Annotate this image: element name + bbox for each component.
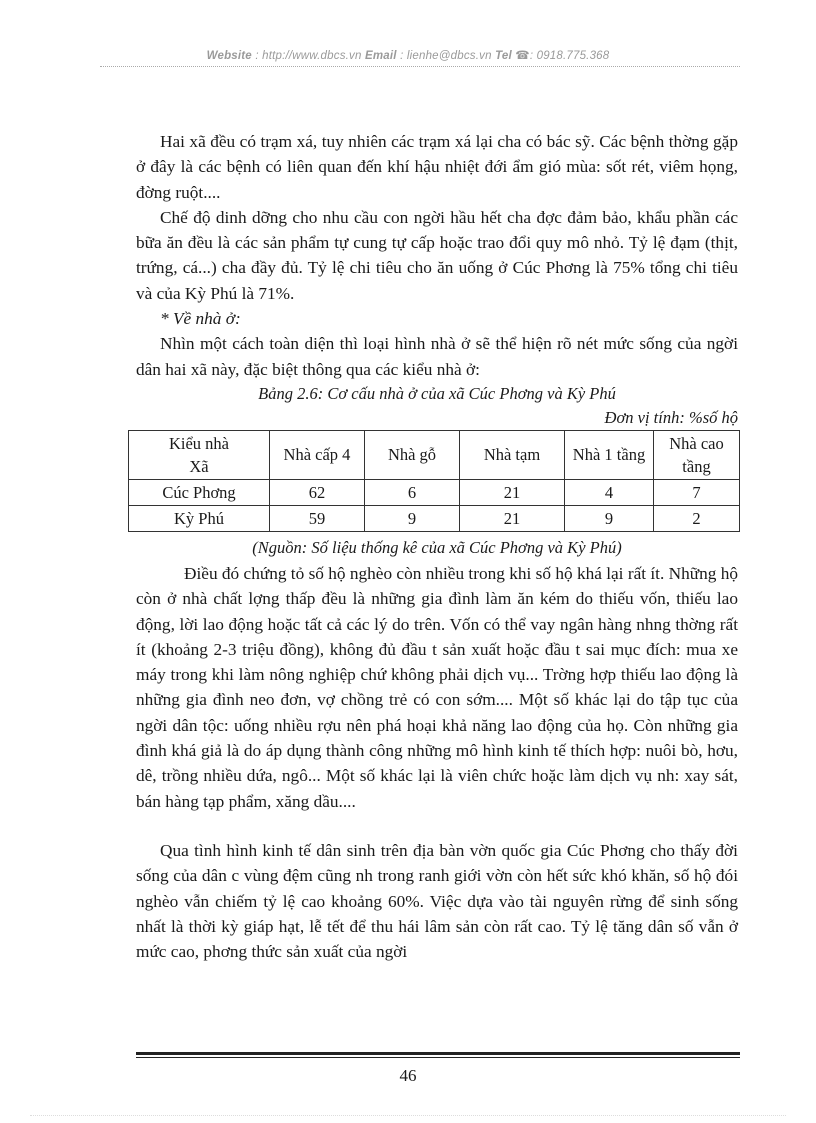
corner-bottom-label: Xã: [189, 456, 209, 476]
page-header: [0, 48, 816, 62]
email-value: : lienhe@dbcs.vn: [400, 50, 492, 62]
table-row: [129, 479, 740, 505]
email-label: Email: [365, 50, 397, 62]
tel-value: ☎: 0918.775.368: [515, 50, 610, 62]
page-number: 46: [399, 1066, 417, 1085]
housing-table: [128, 430, 740, 532]
table-cell: 62: [270, 479, 365, 505]
table-source: (Nguồn: Số liệu thống kê của xã Cúc Phơng và Kỳ Phú): [252, 537, 622, 557]
column-header: Nhà cấp 4: [270, 430, 365, 479]
column-header: Nhà cao tầng: [654, 430, 740, 479]
table-corner-cell: [129, 430, 270, 479]
table-cell: 4: [565, 479, 654, 505]
table-cell: 6: [365, 479, 460, 505]
column-header: Nhà gỗ: [365, 430, 460, 479]
table-cell: 21: [460, 505, 565, 531]
corner-top-label: Kiểu nhà: [168, 433, 230, 453]
table-cell: 2: [654, 505, 740, 531]
header-divider: [100, 66, 740, 67]
table-cell: 21: [460, 479, 565, 505]
bottom-border: [30, 1115, 786, 1116]
website-value: : http://www.dbcs.vn: [255, 50, 362, 62]
website-label: Website: [206, 50, 252, 62]
table-cell: 9: [365, 505, 460, 531]
row-label: Kỳ Phú: [129, 505, 270, 531]
page-body: [136, 129, 738, 964]
footer-divider-thick: [136, 1052, 740, 1055]
tel-label: Tel: [495, 50, 512, 62]
table-cell: 9: [565, 505, 654, 531]
table-row: [129, 505, 740, 531]
row-label: Cúc Phơng: [129, 479, 270, 505]
paragraph-nutrition: Chế độ dinh dỡng cho nhu cầu con ngời hầu hết cha đợc đảm bảo, khẩu phần các bữa ăn đều là các sản phẩm tự cung tự cấp hoặc trao đổi quy mô nhỏ. Tỷ lệ đạm (thịt, trứng, cá...) cha đầy đủ. Tỷ lệ chi tiêu cho ăn uống ở Cúc Phơng là 75% tổng chi tiêu và của Kỳ Phú là 71%.: [136, 207, 738, 303]
table-cell: 59: [270, 505, 365, 531]
footer-divider-thin: [136, 1057, 740, 1058]
column-header: Nhà tạm: [460, 430, 565, 479]
paragraph-health: Hai xã đều có trạm xá, tuy nhiên các trạm xá lại cha có bác sỹ. Các bệnh thờng gặp ở đây là các bệnh có liên quan đến khí hậu nhiệt đới ẩm gió mùa: sốt rét, viêm họng, đờng ruột....: [136, 132, 738, 202]
paragraph-housing-intro: Nhìn một cách toàn diện thì loại hình nhà ở sẽ thể hiện rõ nét mức sống của ngời dân hai xã này, đặc biệt thông qua các kiểu nhà ở:: [136, 334, 738, 379]
column-header: Nhà 1 tầng: [565, 430, 654, 479]
paragraph-gap: [136, 814, 738, 838]
table-caption: Bảng 2.6: Cơ cấu nhà ở của xã Cúc Phơng và Kỳ Phú: [258, 383, 616, 403]
paragraph-poverty: Điều đó chứng tỏ số hộ nghèo còn nhiều trong khi số hộ khá lại rất ít. Những hộ còn ở nhà chất lợng thấp đều là những gia đình làm ăn kém do thiếu vốn, thiếu lao động, lời lao động hoặc tất cả các lý do trên. Vốn có thể vay ngân hàng nhng thờng rất ít (khoảng 2-3 triệu đồng), không đủ đầu t sản xuất hoặc đầu t sai mục đích: mua xe máy trong khi làm nông nghiệp chứ không phải dịch vụ... Trờng hợp thiếu lao động là những gia đình neo đơn, vợ chồng trẻ có con sớm.... Một số khác lại do tập tục của ngời dân tộc: uống nhiều rợu nên phá hoại khả năng lao động của họ. Còn những gia đình khá giả là do áp dụng thành công những mô hình kinh tế thích hợp: nuôi bò, hơu, dê, trồng nhiều dứa, ngô... Một số khác lại là viên chức hoặc làm dịch vụ nh: xay sát, bán hàng tạp phẩm, xăng dầu....: [136, 563, 738, 811]
table-header-row: [129, 430, 740, 479]
table-cell: 7: [654, 479, 740, 505]
housing-heading: * Về nhà ở:: [160, 309, 241, 329]
paragraph-conclusion: Qua tình hình kinh tế dân sinh trên địa bàn vờn quốc gia Cúc Phơng cho thấy đời sống của dân c vùng đệm cũng nh trong ranh giới vờn còn hết sức khó khăn, số hộ đói nghèo vẫn chiếm tỷ lệ cao khoảng 60%. Việc dựa vào tài nguyên rừng để sinh sống nhất là thời kỳ giáp hạt, lễ tết để thu hái lâm sản còn rất cao. Tỷ lệ tăng dân số vẫn ở mức cao, phơng thức sản xuất của ngời: [136, 840, 738, 962]
table-unit: Đơn vị tính: %số hộ: [604, 407, 738, 427]
